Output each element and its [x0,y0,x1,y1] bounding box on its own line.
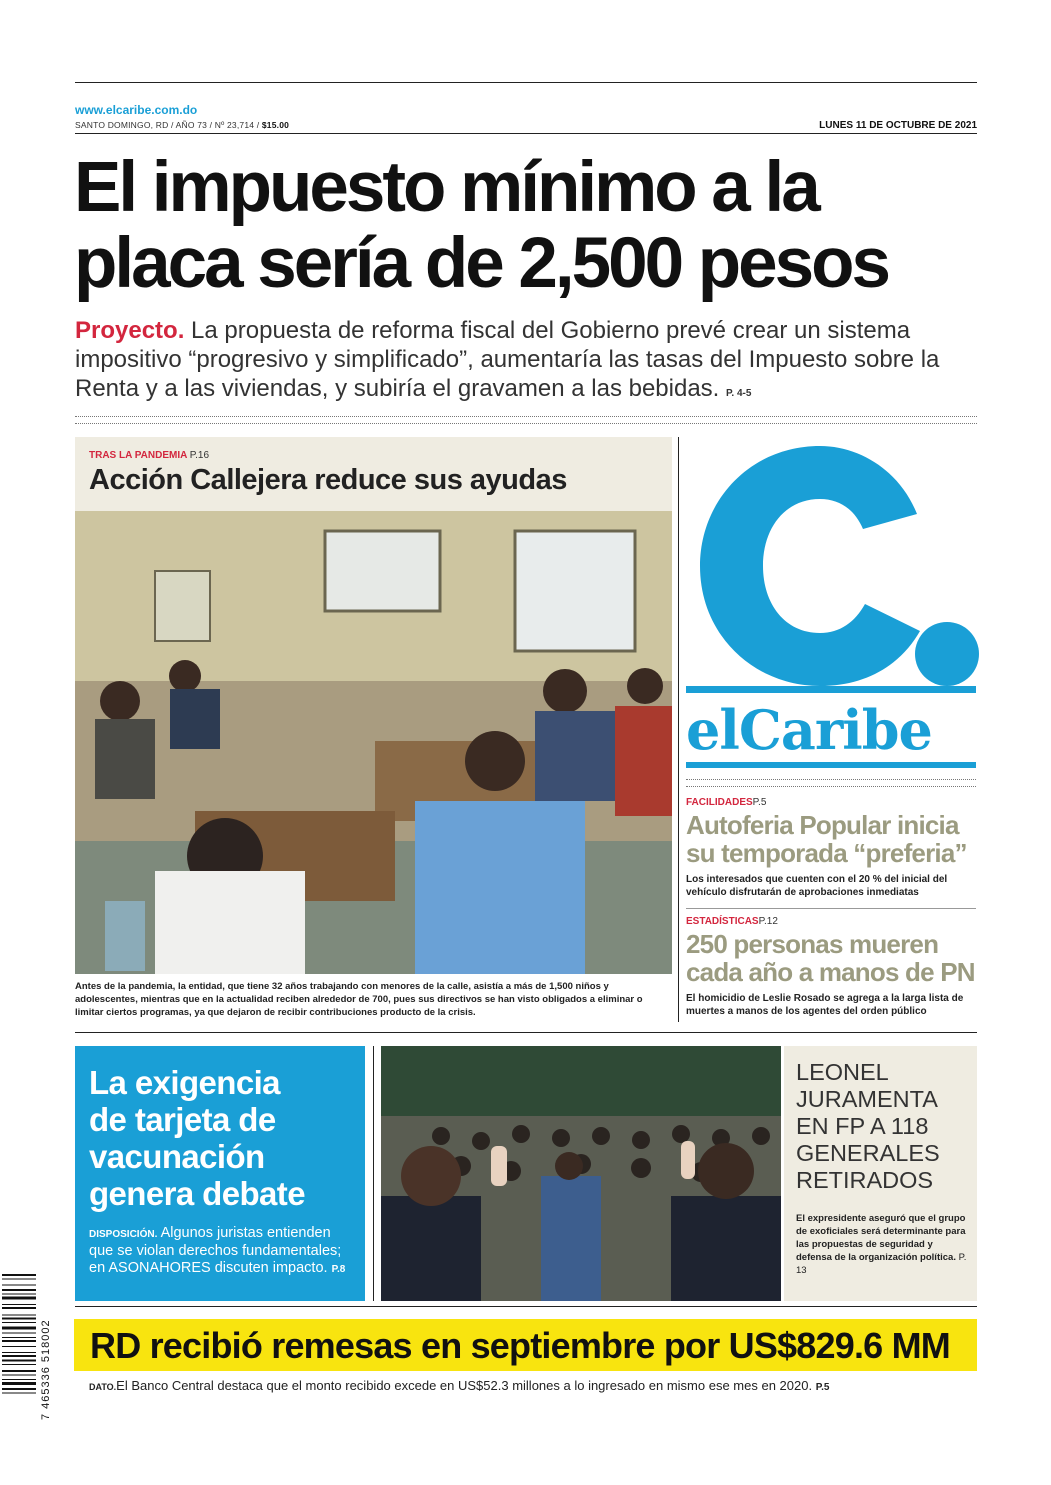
leonel-page-ref: P. 13 [796,1252,967,1276]
vaccine-headline-line2: de tarjeta de [89,1101,276,1138]
feature-kicker-text: TRAS LA PANDEMIA [89,450,187,461]
vaccine-headline-line4: genera debate [89,1175,305,1212]
feature-headline: Acción Callejera reduce sus ayudas [89,464,567,496]
deck-page-ref: P. 4-5 [726,388,752,399]
side1-headline-line2: su temporada “preferia” [686,838,967,868]
logo-divider [686,779,976,787]
feature-photo [75,511,672,974]
feature-kicker [89,450,209,461]
side2-headline-line2: cada año a manos de PN [686,957,975,987]
website-url[interactable]: www.elcaribe.com.do [75,103,198,117]
deck-label: Proyecto. [75,317,185,344]
side2-page-ref: P.12 [758,916,778,927]
leonel-headline-line2: JURAMENTA [796,1086,938,1112]
section-divider [75,416,977,424]
vaccine-text: Algunos juristas entienden que se violan derechos fundamentales; en ASONAHORES discuten impacto. [89,1225,342,1276]
leonel-summary [796,1212,971,1277]
bottom-column-divider [373,1046,374,1301]
vaccine-headline-line3: vacunación [89,1138,265,1175]
logo-rule-top [686,686,976,693]
lead-deck [75,316,985,408]
deck-text: La propuesta de reforma fiscal del Gobierno prevé crear un sistema impositivo “progresivo y simplificado”, aumentaría las tasas del Impuesto sobre la Renta y a las viviendas, y subiría el gravamen a las bebidas. [75,317,940,402]
side1-kicker-text: FACILIDADES [686,797,753,808]
feature-caption: Antes de la pandemia, la entidad, que tiene 32 años trabajando con menores de la calle, asistía a más de 1,500 niños y adolescentes, mientras que en la actualidad reciben alrededor de 700, pues sus directivos se han visto obligados a eliminar o limitar ciertos programas, ya que dejaron de recibir contribuciones producto de la crisis. [75,981,643,1018]
middle-rule [75,1032,977,1033]
vaccine-body [89,1225,354,1278]
side-divider [686,908,976,909]
edition-details: SANTO DOMINGO, RD / AÑO 73 / Nº 23,714 / [75,120,260,130]
leonel-headline-line4: GENERALES [796,1140,940,1166]
leonel-summary-text: El expresidente aseguró que el grupo de exoficiales será determinante para las propuestas de seguridad y defensa de la organización política. [796,1213,966,1263]
side1-kicker [686,797,766,808]
side2-headline-line1: 250 personas mueren [686,929,939,959]
side2-kicker-text: ESTADÍSTICAS [686,916,759,927]
issue-date: LUNES 11 DE OCTUBRE DE 2021 [819,120,977,131]
side2-kicker [686,916,778,927]
brand-wordmark: elCaribe [686,698,932,762]
lead-headline [74,150,984,302]
edition-info [75,120,289,130]
lead-headline-line1: El impuesto mínimo a la [74,148,818,227]
vaccine-headline-line1: La exigencia [89,1064,280,1101]
swearing-in-image [381,1046,781,1301]
vaccine-page-ref: P.8 [331,1264,346,1275]
feature-page-ref: P.16 [189,450,210,461]
side1-page-ref: P.5 [752,797,767,808]
remesas-text: El Banco Central destaca que el monto recibido excede en US$52.3 millones a lo ingresado en mismo ese mes en 2020. [116,1378,813,1393]
remesas-summary [89,1378,829,1393]
leonel-photo [381,1046,781,1301]
side1-summary: Los interesados que cuenten con el 20 % del inicial del vehículo disfrutarán de aprobaciones inmediatas [686,874,948,898]
side1-headline-line1: Autoferia Popular inicia [686,810,959,840]
remesas-headline: RD recibió remesas en septiembre por US$829.6 MM [90,1325,950,1366]
dining-room-image [75,511,672,974]
column-divider [678,437,679,1022]
top-rule [75,82,977,83]
barcode-digits: 7 465336 518002 [40,1319,52,1420]
remesas-page-ref: P.5 [815,1382,830,1393]
logo-rule-bottom [686,762,976,768]
elcaribe-c-logo [685,426,980,696]
lower-rule [75,1306,977,1307]
remesas-label: DATO. [89,1382,117,1392]
leonel-headline [796,1059,976,1194]
lead-headline-line2: placa sería de 2,500 pesos [74,224,889,303]
leonel-headline-line5: RETIRADOS [796,1167,934,1193]
masthead-rule [75,133,977,134]
price: $15.00 [261,120,290,130]
side1-headline [686,811,967,867]
vaccine-headline [89,1064,305,1212]
leonel-headline-line3: EN FP A 118 [796,1113,929,1139]
side2-headline [686,930,975,986]
side2-summary: El homicidio de Leslie Rosado se agrega a la larga lista de muertes a manos de los agentes del orden público [686,993,964,1017]
vaccine-label: DISPOSICIÓN. [89,1229,158,1240]
leonel-headline-line1: LEONEL [796,1059,889,1085]
